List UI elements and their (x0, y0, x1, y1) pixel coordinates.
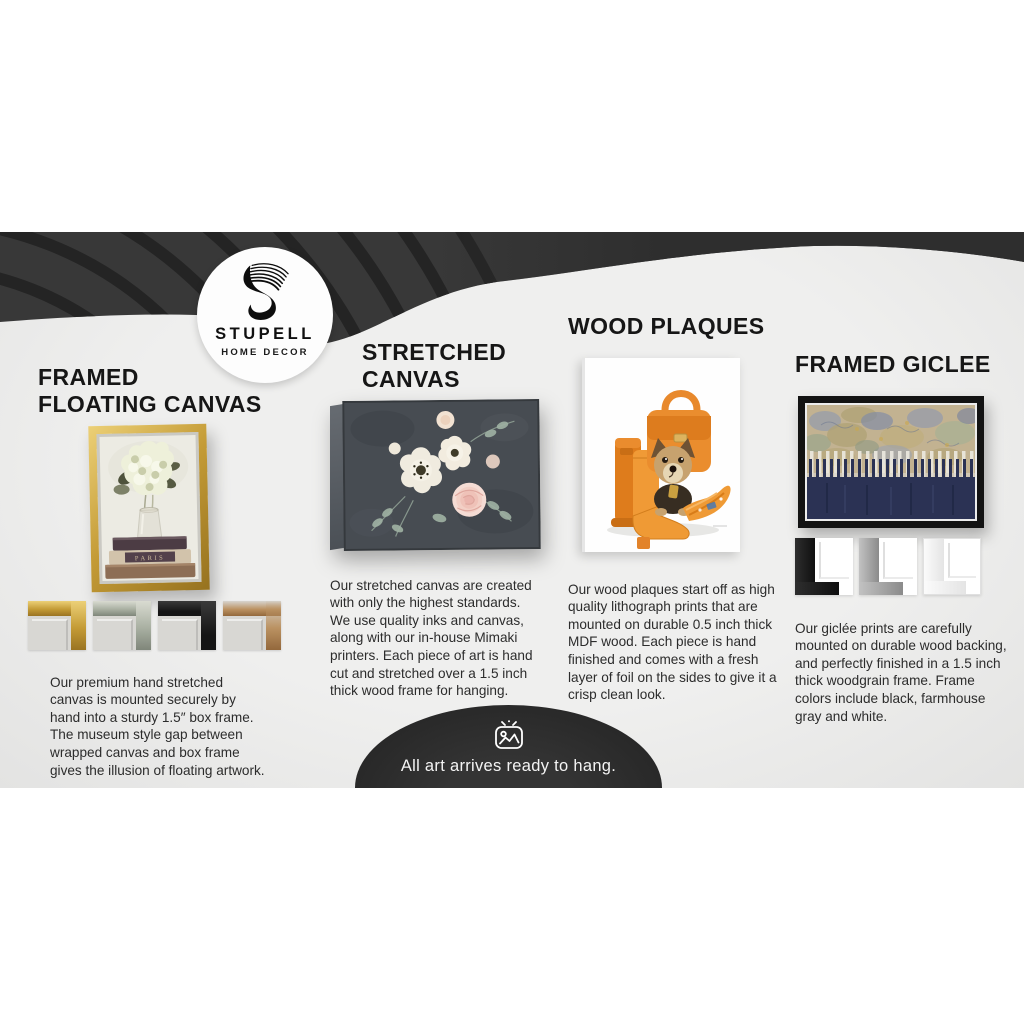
section-title-wood-plaques (568, 313, 764, 340)
footer-message: All art arrives ready to hang. (400, 757, 617, 775)
frame-swatch-pewter (93, 601, 151, 650)
title-line-1: WOOD PLAQUES (568, 313, 765, 339)
section-title-stretched-canvas (362, 339, 506, 393)
hydrangea-paris-books-artwork (96, 432, 201, 584)
top-wave-banner (0, 232, 1024, 352)
title-line-1: STRETCHED (362, 339, 507, 365)
stretched-canvas-product-photo (330, 400, 540, 552)
wood-plaque-description: Our wood plaques start off as high quality lithograph prints that are mounted on durable 0.5 inch thick MDF wood. Each piece is hand finished and comes with a fresh layer of foil on the sides to give it a crisp clean look. (568, 581, 777, 703)
anemone-rose-artwork (342, 399, 541, 551)
framed-giclee-product-photo (798, 396, 984, 528)
framed-giclee-description: Our giclée prints are carefully mounted on durable wood backing, and perfectly finished in a 1.5 inch thick woodgrain frame. Frame colors include black, farmhouse gray and white. (795, 620, 1007, 724)
orange-still-life-artwork (585, 358, 740, 552)
title-line-2: FLOATING CANVAS (38, 391, 262, 417)
floating-canvas-product-photo (88, 424, 209, 592)
stretched-canvas-description: Our stretched canvas are created with only the highest standards. We use quality inks and canvas, along with our in-house Mimaki printers. Each piece of art is hand cut and stretched over a 1.5 inch thick wood frame for hanging. (330, 577, 533, 699)
section-title-framed-giclee (795, 351, 991, 378)
section-title-framed-floating-canvas (38, 364, 262, 418)
brand-name: STUPELL (215, 325, 315, 343)
giclee-frame-swatch-gray (859, 538, 917, 595)
floating-canvas-description: Our premium hand stretched canvas is mounted securely by hand into a sturdy 1.5″ box frame. The museum style gap between wrapped canvas and box frame gives the illusion of floating artwork. (50, 674, 265, 778)
frame-swatch-rose-gold (223, 601, 281, 650)
title-line-2: CANVAS (362, 366, 460, 392)
abstract-forest-artwork (807, 405, 975, 519)
frame-swatch-black (158, 601, 216, 650)
title-line-1: FRAMED GICLEE (795, 351, 991, 377)
brand-logo-badge (197, 247, 333, 383)
frame-swatch-gold (28, 601, 86, 650)
giclee-frame-swatch-black (795, 538, 853, 595)
stupell-s-swoosh-logo-icon (232, 259, 298, 323)
brand-tagline: HOME DECOR (221, 347, 309, 358)
title-line-1: FRAMED (38, 364, 139, 390)
book-spine-label: PARIS (134, 554, 166, 563)
giclee-frame-swatch-white (923, 538, 981, 595)
wood-plaque-product-photo (582, 358, 740, 552)
framed-art-icon (489, 719, 529, 753)
swirl-stripe-pattern (0, 232, 1024, 352)
